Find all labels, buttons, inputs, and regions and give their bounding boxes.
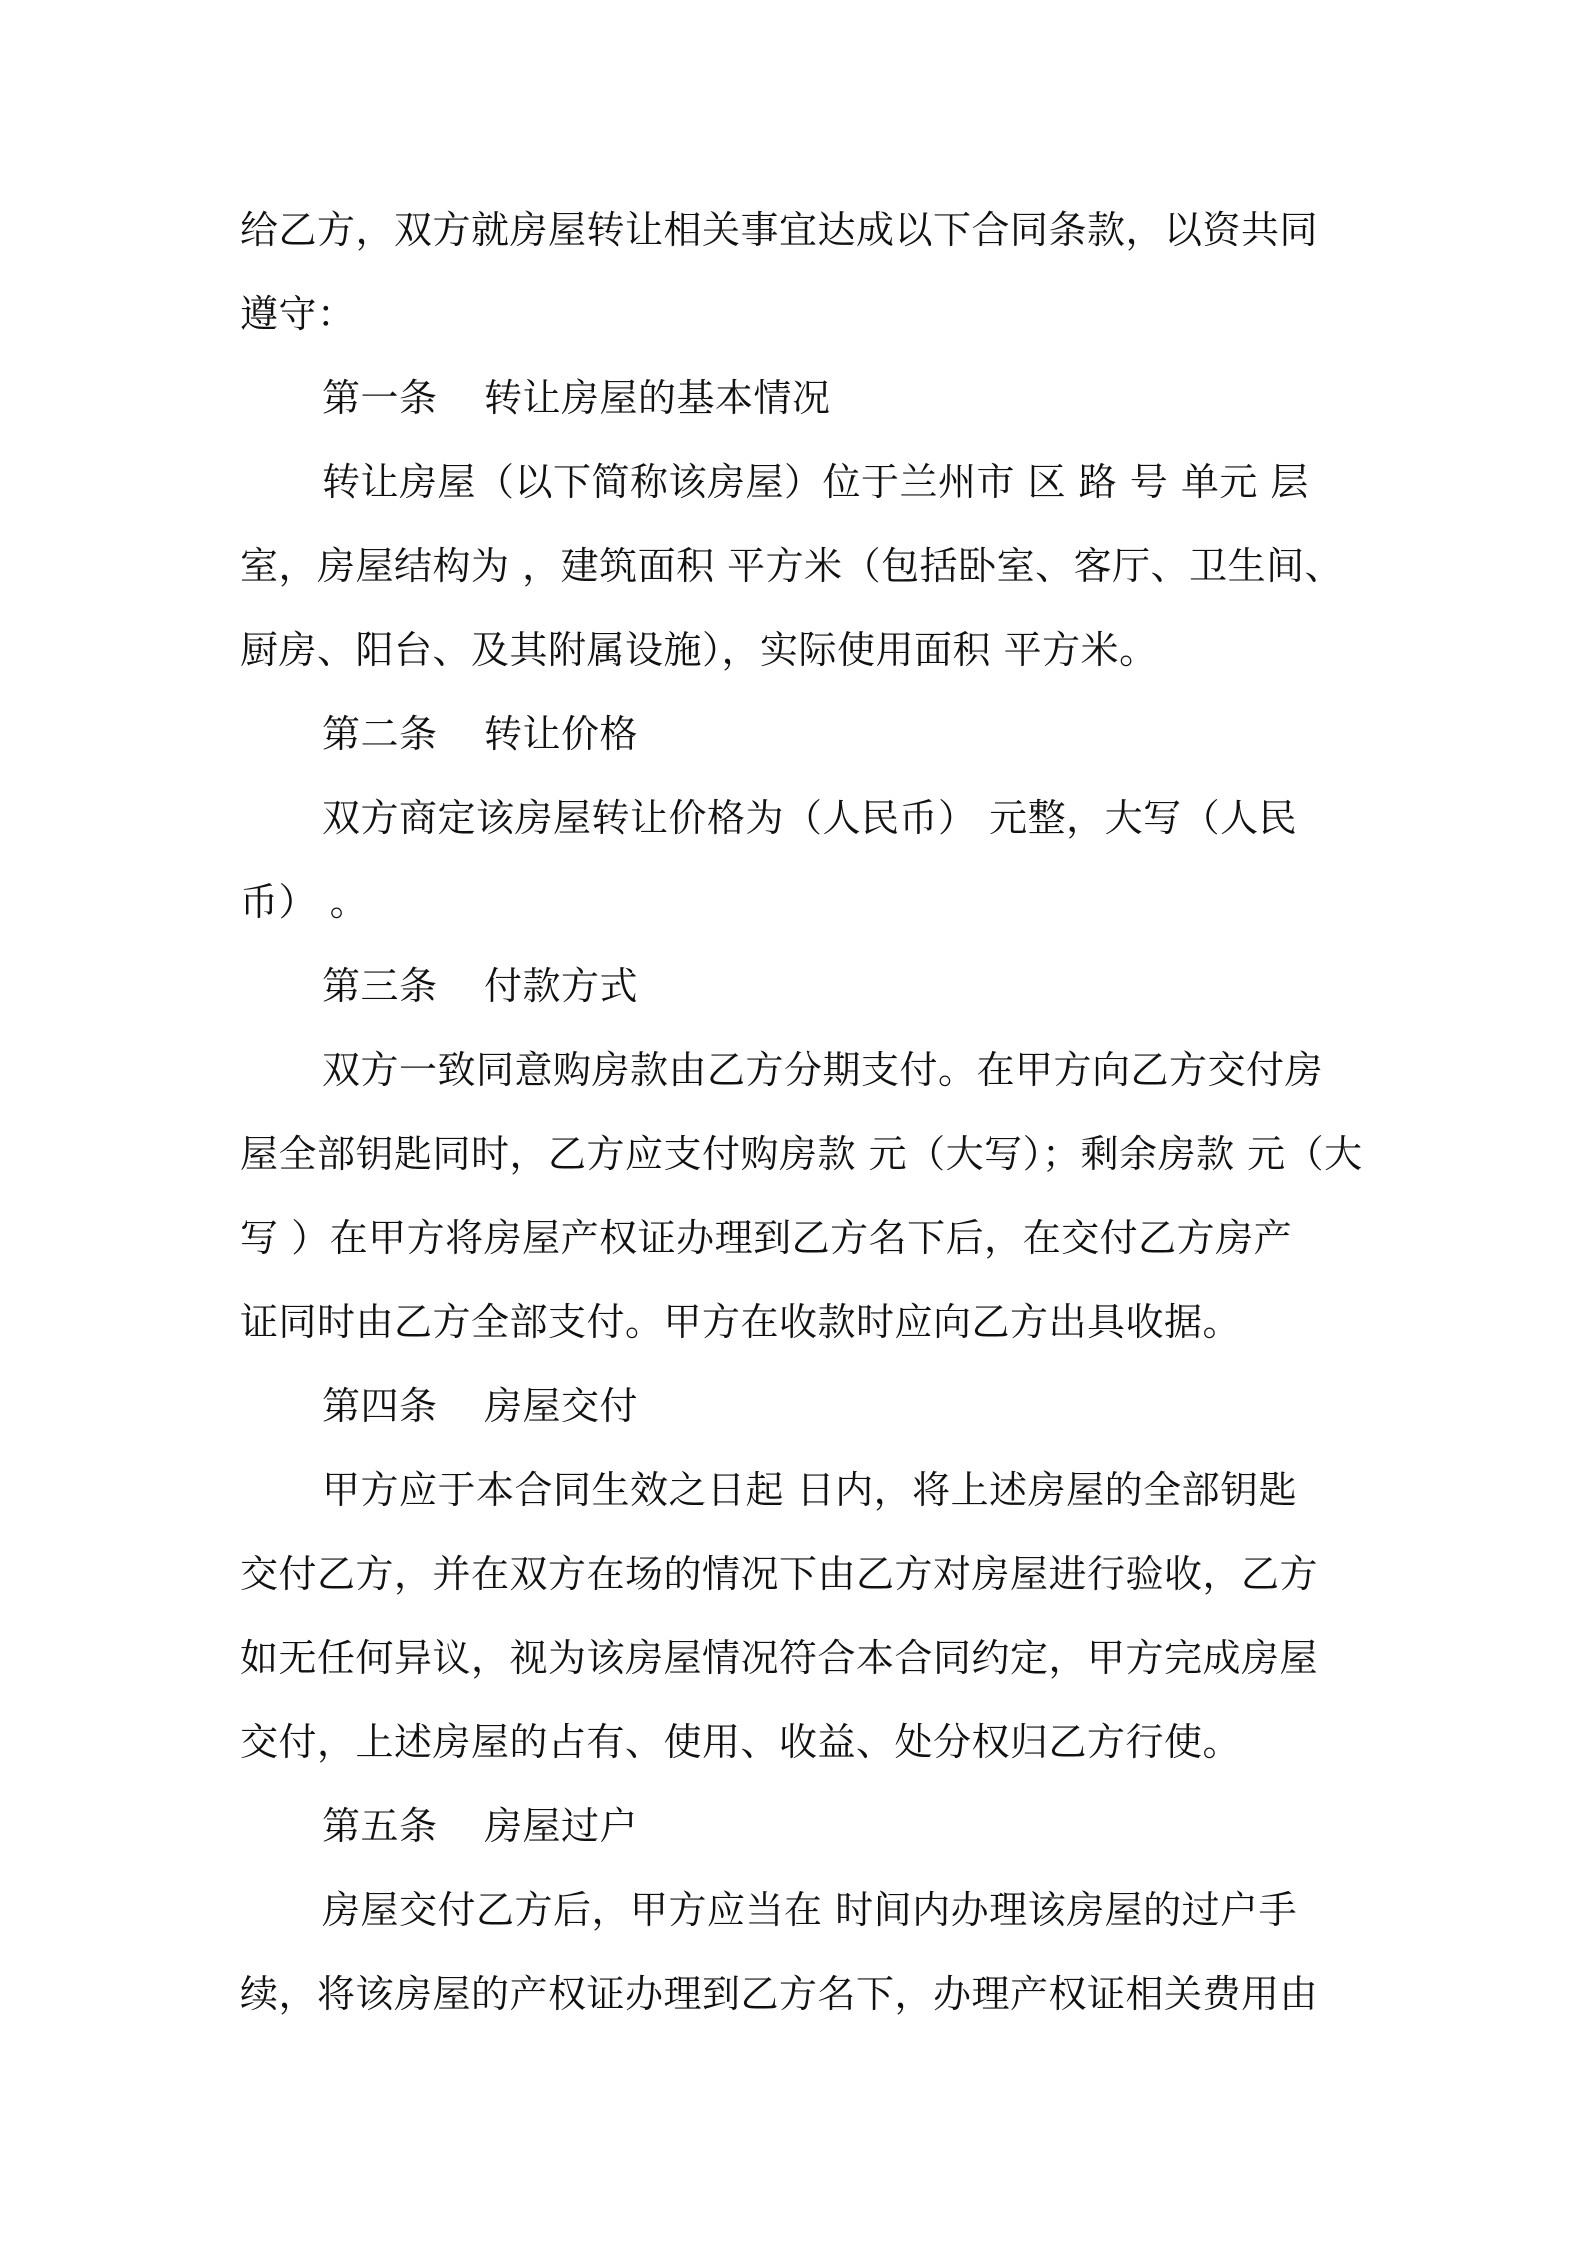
article-number: 第四条 — [322, 1384, 438, 1428]
text-line: 屋全部钥匙同时，乙方应支付购房款 元（大写）；剩余房款 元（大 — [240, 1132, 1363, 1176]
article-title: 转让价格 — [484, 712, 639, 756]
text-line: 厨房、阳台、及其附属设施），实际使用面积 平方米。 — [240, 628, 1158, 672]
article-title: 房屋过户 — [484, 1804, 639, 1848]
text-line: 房屋交付乙方后，甲方应当在 时间内办理该房屋的过户手 — [322, 1888, 1298, 1932]
text-line: 证同时由乙方全部支付。甲方在收款时应向乙方出具收据。 — [240, 1300, 1242, 1344]
text-line: 遵守： — [240, 292, 356, 336]
text-line: 如无任何异议，视为该房屋情况符合本合同约定，甲方完成房屋 — [240, 1636, 1319, 1680]
text-line: 双方一致同意购房款由乙方分期支付。在甲方向乙方交付房 — [322, 1048, 1324, 1092]
text-line: 续，将该房屋的产权证办理到乙方名下，办理产权证相关费用由 — [240, 1972, 1319, 2016]
article-number: 第五条 — [322, 1804, 438, 1848]
article-number: 第三条 — [322, 964, 438, 1008]
text-line: 币） 。 — [240, 880, 369, 924]
article-title: 转让房屋的基本情况 — [484, 376, 831, 420]
text-line: 交付，上述房屋的占有、使用、收益、处分权归乙方行使。 — [240, 1720, 1242, 1764]
text-line: 转让房屋（以下简称该房屋）位于兰州市 区 路 号 单元 层 — [322, 460, 1309, 504]
article-number: 第一条 — [322, 376, 438, 420]
text-line: 甲方应于本合同生效之日起 日内，将上述房屋的全部钥匙 — [322, 1468, 1298, 1512]
text-line: 双方商定该房屋转让价格为（人民币） 元整，大写（人民 — [322, 796, 1298, 840]
article-heading-2 — [322, 712, 638, 756]
article-heading-1 — [322, 376, 831, 420]
article-heading-4 — [322, 1384, 638, 1428]
article-heading-5 — [322, 1804, 638, 1848]
text-line: 交付乙方，并在双方在场的情况下由乙方对房屋进行验收，乙方 — [240, 1552, 1319, 1596]
article-title: 房屋交付 — [484, 1384, 639, 1428]
text-line: 写 ）在甲方将房屋产权证办理到乙方名下后，在交付乙方房产 — [240, 1216, 1293, 1260]
article-title: 付款方式 — [484, 964, 639, 1008]
article-number: 第二条 — [322, 712, 438, 756]
text-line: 室，房屋结构为 ，建筑面积 平方米（包括卧室、客厅、卫生间、 — [240, 544, 1344, 588]
text-line: 给乙方，双方就房屋转让相关事宜达成以下合同条款，以资共同 — [240, 208, 1319, 252]
article-heading-3 — [322, 964, 638, 1008]
